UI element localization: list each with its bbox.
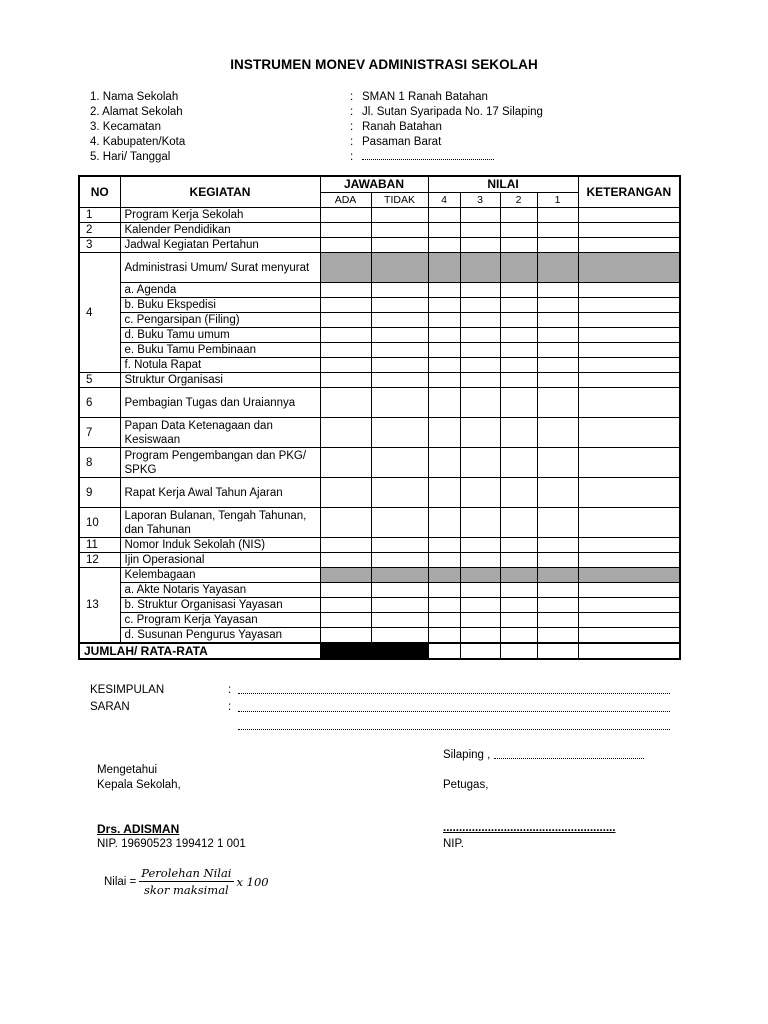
- cell-nilai-4[interactable]: [428, 613, 460, 628]
- table-row: [79, 553, 680, 568]
- cell-total-1[interactable]: [537, 643, 578, 659]
- cell-keterangan[interactable]: [578, 208, 680, 223]
- saran-fill-line-2[interactable]: [238, 729, 670, 730]
- kesimpulan-label: KESIMPULAN: [90, 684, 165, 696]
- cell-nilai-2[interactable]: [500, 583, 537, 598]
- cell-ada[interactable]: [320, 313, 371, 328]
- cell-nilai-4[interactable]: [428, 448, 460, 478]
- table-row: [79, 388, 680, 418]
- cell-ada[interactable]: [320, 223, 371, 238]
- cell-nilai-2[interactable]: [500, 598, 537, 613]
- table-subrow: [79, 328, 680, 343]
- place-date: Silaping ,: [443, 749, 644, 761]
- info-value: Jl. Sutan Syaripada No. 17 Silaping: [362, 106, 543, 118]
- cell-keterangan[interactable]: [578, 478, 680, 508]
- cell-ada[interactable]: [320, 598, 371, 613]
- cell-keterangan[interactable]: [578, 283, 680, 298]
- row-activity: Papan Data Ketenagaan dan Kesiswaan: [120, 418, 320, 448]
- row-subitem: b. Struktur Organisasi Yayasan: [120, 598, 320, 613]
- row-activity: Administrasi Umum/ Surat menyurat: [120, 253, 320, 283]
- row-subitem: a. Akte Notaris Yayasan: [120, 583, 320, 598]
- cell-ada[interactable]: [320, 538, 371, 553]
- cell-nilai-3[interactable]: [460, 238, 500, 253]
- cell-nilai-1[interactable]: [537, 298, 578, 313]
- cell-nilai-1[interactable]: [537, 598, 578, 613]
- cell-nilai-4[interactable]: [428, 538, 460, 553]
- cell-nilai-2[interactable]: [500, 328, 537, 343]
- cell-nilai-2[interactable]: [500, 208, 537, 223]
- cell-nilai-2[interactable]: [500, 553, 537, 568]
- row-number: 9: [79, 478, 120, 508]
- cell-keterangan[interactable]: [578, 538, 680, 553]
- date-fill-line[interactable]: [494, 749, 644, 759]
- cell-nilai-3[interactable]: [460, 298, 500, 313]
- officer-name-line[interactable]: ......................................................: [443, 822, 616, 834]
- cell-ada[interactable]: [320, 478, 371, 508]
- cell-ada[interactable]: [320, 283, 371, 298]
- cell-total-4[interactable]: [428, 643, 460, 659]
- cell-nilai-2[interactable]: [500, 238, 537, 253]
- cell-nilai-4[interactable]: [428, 208, 460, 223]
- cell-nilai-2[interactable]: [500, 478, 537, 508]
- table-subrow: [79, 583, 680, 598]
- cell-keterangan[interactable]: [578, 328, 680, 343]
- cell-tidak[interactable]: [371, 598, 428, 613]
- row-activity: Ijin Operasional: [120, 553, 320, 568]
- table-row: [79, 508, 680, 538]
- cell-nilai-4[interactable]: [428, 553, 460, 568]
- row-activity: Jadwal Kegiatan Pertahun: [120, 238, 320, 253]
- cell-ada[interactable]: [320, 328, 371, 343]
- info-label: 1. Nama Sekolah: [90, 91, 179, 103]
- cell-nilai-4[interactable]: [428, 628, 460, 644]
- cell-nilai-1[interactable]: [537, 553, 578, 568]
- cell-nilai-1[interactable]: [537, 223, 578, 238]
- cell-nilai-2[interactable]: [500, 538, 537, 553]
- cell-shaded: [500, 568, 537, 583]
- cell-nilai-2[interactable]: [500, 628, 537, 644]
- cell-ada[interactable]: [320, 238, 371, 253]
- cell-nilai-3[interactable]: [460, 598, 500, 613]
- cell-shaded: [320, 568, 371, 583]
- header-tidak: TIDAK: [371, 192, 428, 208]
- cell-shaded: [428, 253, 460, 283]
- row-activity: Laporan Bulanan, Tengah Tahunan, dan Tahunan: [120, 508, 320, 538]
- table-subrow: [79, 283, 680, 298]
- cell-tidak[interactable]: [371, 208, 428, 223]
- table-row: [79, 448, 680, 478]
- row-activity: Pembagian Tugas dan Uraiannya: [120, 388, 320, 418]
- cell-nilai-1[interactable]: [537, 328, 578, 343]
- cell-blacked-out: [320, 643, 428, 659]
- table-row: [79, 568, 680, 583]
- info-value: SMAN 1 Ranah Batahan: [362, 91, 488, 103]
- row-activity: Kalender Pendidikan: [120, 223, 320, 238]
- date-fill-line[interactable]: [362, 150, 494, 165]
- total-label: JUMLAH/ RATA-RATA: [79, 643, 320, 659]
- table-subrow: [79, 313, 680, 328]
- row-activity: Nomor Induk Sekolah (NIS): [120, 538, 320, 553]
- cell-total-3[interactable]: [460, 643, 500, 659]
- formula-suffix: x 100: [236, 874, 269, 889]
- cell-keterangan[interactable]: [578, 628, 680, 644]
- row-number: 1: [79, 208, 120, 223]
- row-number: 12: [79, 553, 120, 568]
- cell-nilai-4[interactable]: [428, 298, 460, 313]
- table-subrow: [79, 628, 680, 644]
- cell-keterangan[interactable]: [578, 343, 680, 358]
- petugas-label: Petugas,: [443, 779, 489, 791]
- info-row-district: 3. Kecamatan : Ranah Batahan: [90, 121, 442, 133]
- cell-keterangan[interactable]: [578, 298, 680, 313]
- cell-keterangan[interactable]: [578, 448, 680, 478]
- cell-total-keterangan[interactable]: [578, 643, 680, 659]
- header-nilai-3: 3: [460, 192, 500, 208]
- row-subitem: d. Susunan Pengurus Yayasan: [120, 628, 320, 644]
- table-row: [79, 478, 680, 508]
- saran-fill-line[interactable]: [238, 711, 670, 712]
- cell-nilai-4[interactable]: [428, 238, 460, 253]
- cell-ada[interactable]: [320, 298, 371, 313]
- cell-nilai-2[interactable]: [500, 388, 537, 418]
- cell-nilai-3[interactable]: [460, 418, 500, 448]
- cell-keterangan[interactable]: [578, 223, 680, 238]
- cell-nilai-1[interactable]: [537, 508, 578, 538]
- info-label: 4. Kabupaten/Kota: [90, 136, 186, 148]
- info-value: Ranah Batahan: [362, 121, 442, 133]
- table-row: [79, 538, 680, 553]
- info-value: Pasaman Barat: [362, 136, 442, 148]
- table-row: [79, 253, 680, 283]
- cell-shaded: [537, 568, 578, 583]
- row-subitem: c. Program Kerja Yayasan: [120, 613, 320, 628]
- row-number: 6: [79, 388, 120, 418]
- cell-tidak[interactable]: [371, 238, 428, 253]
- row-number: 3: [79, 238, 120, 253]
- total-row: [79, 643, 680, 659]
- cell-nilai-4[interactable]: [428, 583, 460, 598]
- info-label: 5. Hari/ Tanggal: [90, 151, 171, 163]
- cell-tidak[interactable]: [371, 388, 428, 418]
- table-subrow: [79, 343, 680, 358]
- formula-denominator: skor maksimal: [144, 883, 229, 897]
- cell-tidak[interactable]: [371, 448, 428, 478]
- table-row: [79, 208, 680, 223]
- cell-tidak[interactable]: [371, 553, 428, 568]
- cell-ada[interactable]: [320, 448, 371, 478]
- cell-nilai-4[interactable]: [428, 373, 460, 388]
- cell-tidak[interactable]: [371, 628, 428, 644]
- cell-ada[interactable]: [320, 373, 371, 388]
- cell-keterangan[interactable]: [578, 418, 680, 448]
- head-nip: NIP. 19690523 199412 1 001: [97, 838, 246, 850]
- cell-shaded: [371, 253, 428, 283]
- info-label: 3. Kecamatan: [90, 121, 161, 133]
- cell-nilai-3[interactable]: [460, 283, 500, 298]
- evaluation-table: [78, 175, 681, 660]
- row-number: 10: [79, 508, 120, 538]
- cell-keterangan[interactable]: [578, 553, 680, 568]
- cell-nilai-1[interactable]: [537, 358, 578, 373]
- cell-tidak[interactable]: [371, 298, 428, 313]
- cell-shaded: [578, 253, 680, 283]
- cell-nilai-2[interactable]: [500, 313, 537, 328]
- row-activity: Rapat Kerja Awal Tahun Ajaran: [120, 478, 320, 508]
- mengetahui-label: Mengetahui: [97, 764, 158, 776]
- table-row: [79, 238, 680, 253]
- cell-nilai-3[interactable]: [460, 478, 500, 508]
- cell-tidak[interactable]: [371, 373, 428, 388]
- cell-nilai-2[interactable]: [500, 343, 537, 358]
- school-info: [90, 90, 543, 165]
- info-row-school-address: 2. Alamat Sekolah : Jl. Sutan Syaripada No. 17 Silaping: [90, 106, 543, 118]
- cell-keterangan[interactable]: [578, 313, 680, 328]
- row-activity: Program Pengembangan dan PKG/ SPKG: [120, 448, 320, 478]
- cell-nilai-3[interactable]: [460, 208, 500, 223]
- cell-nilai-4[interactable]: [428, 478, 460, 508]
- cell-nilai-3[interactable]: [460, 373, 500, 388]
- header-jawaban: JAWABAN: [320, 176, 428, 192]
- cell-nilai-4[interactable]: [428, 313, 460, 328]
- cell-ada[interactable]: [320, 418, 371, 448]
- formula-fraction: [139, 866, 233, 897]
- cell-nilai-1[interactable]: [537, 538, 578, 553]
- cell-keterangan[interactable]: [578, 388, 680, 418]
- row-subitem: e. Buku Tamu Pembinaan: [120, 343, 320, 358]
- cell-nilai-3[interactable]: [460, 388, 500, 418]
- cell-shaded: [460, 253, 500, 283]
- cell-shaded: [371, 568, 428, 583]
- cell-nilai-1[interactable]: [537, 283, 578, 298]
- row-activity: Program Kerja Sekolah: [120, 208, 320, 223]
- cell-tidak[interactable]: [371, 223, 428, 238]
- cell-tidak[interactable]: [371, 478, 428, 508]
- cell-nilai-2[interactable]: [500, 358, 537, 373]
- cell-nilai-1[interactable]: [537, 343, 578, 358]
- cell-nilai-1[interactable]: [537, 628, 578, 644]
- cell-keterangan[interactable]: [578, 358, 680, 373]
- cell-nilai-2[interactable]: [500, 418, 537, 448]
- row-subitem: a. Agenda: [120, 283, 320, 298]
- row-activity: Struktur Organisasi: [120, 373, 320, 388]
- cell-nilai-4[interactable]: [428, 328, 460, 343]
- cell-ada[interactable]: [320, 358, 371, 373]
- cell-ada[interactable]: [320, 388, 371, 418]
- kepala-sekolah-label: Kepala Sekolah,: [97, 779, 181, 791]
- cell-shaded: [578, 568, 680, 583]
- cell-nilai-4[interactable]: [428, 508, 460, 538]
- cell-keterangan[interactable]: [578, 613, 680, 628]
- cell-nilai-1[interactable]: [537, 448, 578, 478]
- cell-tidak[interactable]: [371, 283, 428, 298]
- header-ada: ADA: [320, 192, 371, 208]
- row-number: 7: [79, 418, 120, 448]
- cell-nilai-3[interactable]: [460, 508, 500, 538]
- cell-tidak[interactable]: [371, 613, 428, 628]
- info-row-school-name: 1. Nama Sekolah : SMAN 1 Ranah Batahan: [90, 91, 488, 103]
- table-subrow: [79, 613, 680, 628]
- cell-nilai-4[interactable]: [428, 388, 460, 418]
- cell-nilai-2[interactable]: [500, 223, 537, 238]
- cell-nilai-4[interactable]: [428, 283, 460, 298]
- cell-keterangan[interactable]: [578, 598, 680, 613]
- header-nilai-1: 1: [537, 192, 578, 208]
- head-name: Drs. ADISMAN: [97, 822, 180, 836]
- cell-nilai-2[interactable]: [500, 448, 537, 478]
- cell-nilai-1[interactable]: [537, 583, 578, 598]
- cell-nilai-2[interactable]: [500, 283, 537, 298]
- cell-ada[interactable]: [320, 628, 371, 644]
- cell-tidak[interactable]: [371, 313, 428, 328]
- cell-ada[interactable]: [320, 343, 371, 358]
- table-row: [79, 223, 680, 238]
- cell-tidak[interactable]: [371, 538, 428, 553]
- cell-nilai-1[interactable]: [537, 208, 578, 223]
- cell-nilai-2[interactable]: [500, 613, 537, 628]
- cell-shaded: [320, 253, 371, 283]
- cell-keterangan[interactable]: [578, 508, 680, 538]
- row-number: 8: [79, 448, 120, 478]
- row-subitem: b. Buku Ekspedisi: [120, 298, 320, 313]
- score-formula: [104, 866, 269, 897]
- cell-nilai-3[interactable]: [460, 448, 500, 478]
- cell-nilai-4[interactable]: [428, 598, 460, 613]
- cell-nilai-1[interactable]: [537, 373, 578, 388]
- cell-shaded: [537, 253, 578, 283]
- table-subrow: [79, 598, 680, 613]
- row-number: 5: [79, 373, 120, 388]
- cell-shaded: [500, 253, 537, 283]
- cell-keterangan[interactable]: [578, 583, 680, 598]
- formula-prefix: Nilai =: [104, 875, 137, 888]
- header-no: NO: [79, 176, 120, 208]
- row-number: 2: [79, 223, 120, 238]
- cell-nilai-1[interactable]: [537, 418, 578, 448]
- cell-nilai-4[interactable]: [428, 358, 460, 373]
- cell-nilai-3[interactable]: [460, 583, 500, 598]
- formula-numerator: Perolehan Nilai: [141, 866, 232, 880]
- cell-nilai-1[interactable]: [537, 313, 578, 328]
- cell-tidak[interactable]: [371, 358, 428, 373]
- cell-nilai-3[interactable]: [460, 358, 500, 373]
- saran-label: SARAN: [90, 701, 130, 713]
- info-row-date: 5. Hari/ Tanggal :: [90, 150, 543, 165]
- cell-nilai-3[interactable]: [460, 343, 500, 358]
- cell-nilai-1[interactable]: [537, 478, 578, 508]
- row-subitem: d. Buku Tamu umum: [120, 328, 320, 343]
- cell-tidak[interactable]: [371, 508, 428, 538]
- cell-nilai-4[interactable]: [428, 343, 460, 358]
- cell-tidak[interactable]: [371, 343, 428, 358]
- table-row: [79, 418, 680, 448]
- cell-nilai-3[interactable]: [460, 538, 500, 553]
- info-label: 2. Alamat Sekolah: [90, 106, 183, 118]
- row-subitem: c. Pengarsipan (Filing): [120, 313, 320, 328]
- cell-ada[interactable]: [320, 613, 371, 628]
- cell-nilai-1[interactable]: [537, 238, 578, 253]
- table-subrow: [79, 298, 680, 313]
- cell-shaded: [428, 568, 460, 583]
- cell-nilai-2[interactable]: [500, 508, 537, 538]
- document-title: INSTRUMEN MONEV ADMINISTRASI SEKOLAH: [230, 57, 538, 72]
- table-row: [79, 373, 680, 388]
- cell-nilai-3[interactable]: [460, 328, 500, 343]
- row-number: 11: [79, 538, 120, 553]
- cell-ada[interactable]: [320, 583, 371, 598]
- cell-nilai-3[interactable]: [460, 613, 500, 628]
- header-nilai-4: 4: [428, 192, 460, 208]
- cell-nilai-4[interactable]: [428, 223, 460, 238]
- row-number: 13: [79, 568, 120, 644]
- officer-nip: NIP.: [443, 838, 464, 850]
- row-activity: Kelembagaan: [120, 568, 320, 583]
- cell-nilai-2[interactable]: [500, 373, 537, 388]
- cell-nilai-1[interactable]: [537, 613, 578, 628]
- header-nilai-2: 2: [500, 192, 537, 208]
- info-row-regency: 4. Kabupaten/Kota : Pasaman Barat: [90, 136, 442, 148]
- cell-tidak[interactable]: [371, 328, 428, 343]
- cell-tidak[interactable]: [371, 583, 428, 598]
- cell-nilai-3[interactable]: [460, 313, 500, 328]
- cell-total-2[interactable]: [500, 643, 537, 659]
- row-subitem: f. Notula Rapat: [120, 358, 320, 373]
- row-number: 4: [79, 253, 120, 373]
- cell-shaded: [460, 568, 500, 583]
- header-keterangan: KETERANGAN: [578, 176, 680, 208]
- cell-tidak[interactable]: [371, 418, 428, 448]
- cell-nilai-3[interactable]: [460, 628, 500, 644]
- cell-ada[interactable]: [320, 508, 371, 538]
- cell-keterangan[interactable]: [578, 373, 680, 388]
- cell-nilai-1[interactable]: [537, 388, 578, 418]
- table-subrow: [79, 358, 680, 373]
- cell-nilai-4[interactable]: [428, 418, 460, 448]
- cell-nilai-2[interactable]: [500, 298, 537, 313]
- cell-nilai-3[interactable]: [460, 223, 500, 238]
- cell-nilai-3[interactable]: [460, 553, 500, 568]
- header-kegiatan: KEGIATAN: [120, 176, 320, 208]
- cell-keterangan[interactable]: [578, 238, 680, 253]
- cell-ada[interactable]: [320, 208, 371, 223]
- kesimpulan-fill-line[interactable]: [238, 693, 670, 694]
- header-nilai: NILAI: [428, 176, 578, 192]
- cell-ada[interactable]: [320, 553, 371, 568]
